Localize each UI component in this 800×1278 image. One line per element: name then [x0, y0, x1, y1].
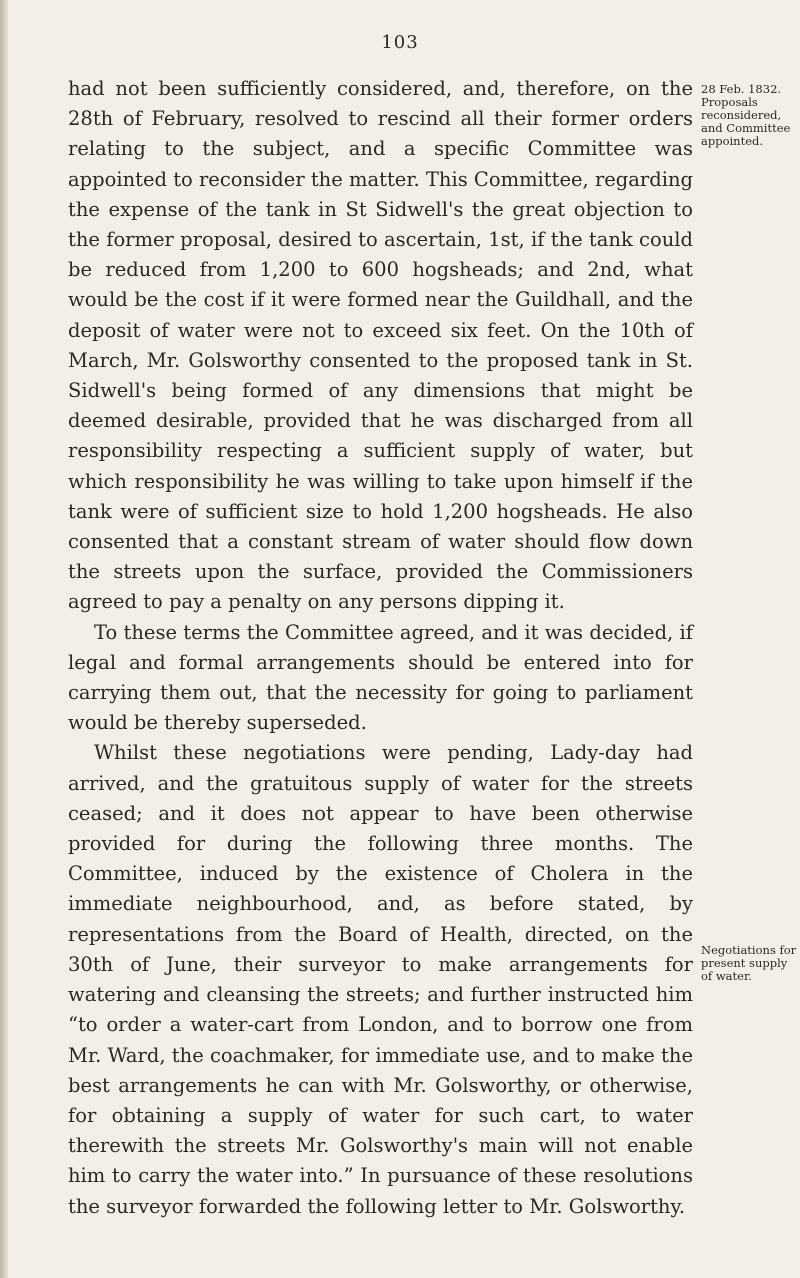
margin-note-negotiations: Negotiations for present supply of water.: [701, 943, 797, 983]
page-number: 103: [381, 32, 419, 53]
body-text: [68, 74, 693, 1222]
binding-edge: [0, 0, 8, 1278]
paragraph-terms-agreed: To these terms the Committee agreed, and it was decided, if legal and formal arrangements should be entered into for carrying them out, that the necessity for going to parliament would be thereby superseded.: [68, 620, 693, 735]
margin-note-proposals: 28 Feb. 1832. Proposals reconsidered, and Committee appointed.: [701, 82, 791, 148]
paragraph-negotiations: Whilst these negotiations were pending, Lady-day had arrived, and the gratuitous supply of water for the streets ceased; and it does not appear to have been otherwise provided for during the following three months. The Committee, induced by the existence of Cholera in the immediate neighbourhood, and, as before stated, by representations from the Board of Health, directed, on the 30th of June, their surveyor to make arrangements for watering and cleansing the streets; and further instructed him “to order a water-cart from London, and to borrow one from Mr. Ward, the coachmaker, for immediate use, and to make the best arrangements he can with Mr. Golsworthy, or otherwise, for obtaining a supply of water for such cart, to water therewith the streets Mr. Golsworthy's main will not enable him to carry the water into.” In pursuance of these resolutions the surveyor forwarded the following letter to Mr. Golsworthy.: [68, 741, 693, 1218]
paragraph-continuation: had not been sufficiently considered, and, therefore, on the 28th of February, resolved to rescind all their former orders relating to the subject, and a specific Committee was appointed to reconsider the matter. This Committee, regarding the expense of the tank in St Sidwell's the great objection to the former proposal, desired to ascertain, 1st, if the tank could be reduced from 1,200 to 600 hogsheads; and 2nd, what would be the cost if it were formed near the Guildhall, and the deposit of water were not to exceed six feet. On the 10th of March, Mr. Golsworthy consented to the proposed tank in St. Sidwell's being formed of any dimensions that might be deemed desirable, provided that he was discharged from all responsibility respecting a sufficient supply of water, but which responsibility he was willing to take upon himself if the tank were of sufficient size to hold 1,200 hogsheads. He also consented that a constant stream of water should flow down the streets upon the surface, provided the Commissioners agreed to pay a penalty on any persons dipping it.: [68, 77, 693, 614]
